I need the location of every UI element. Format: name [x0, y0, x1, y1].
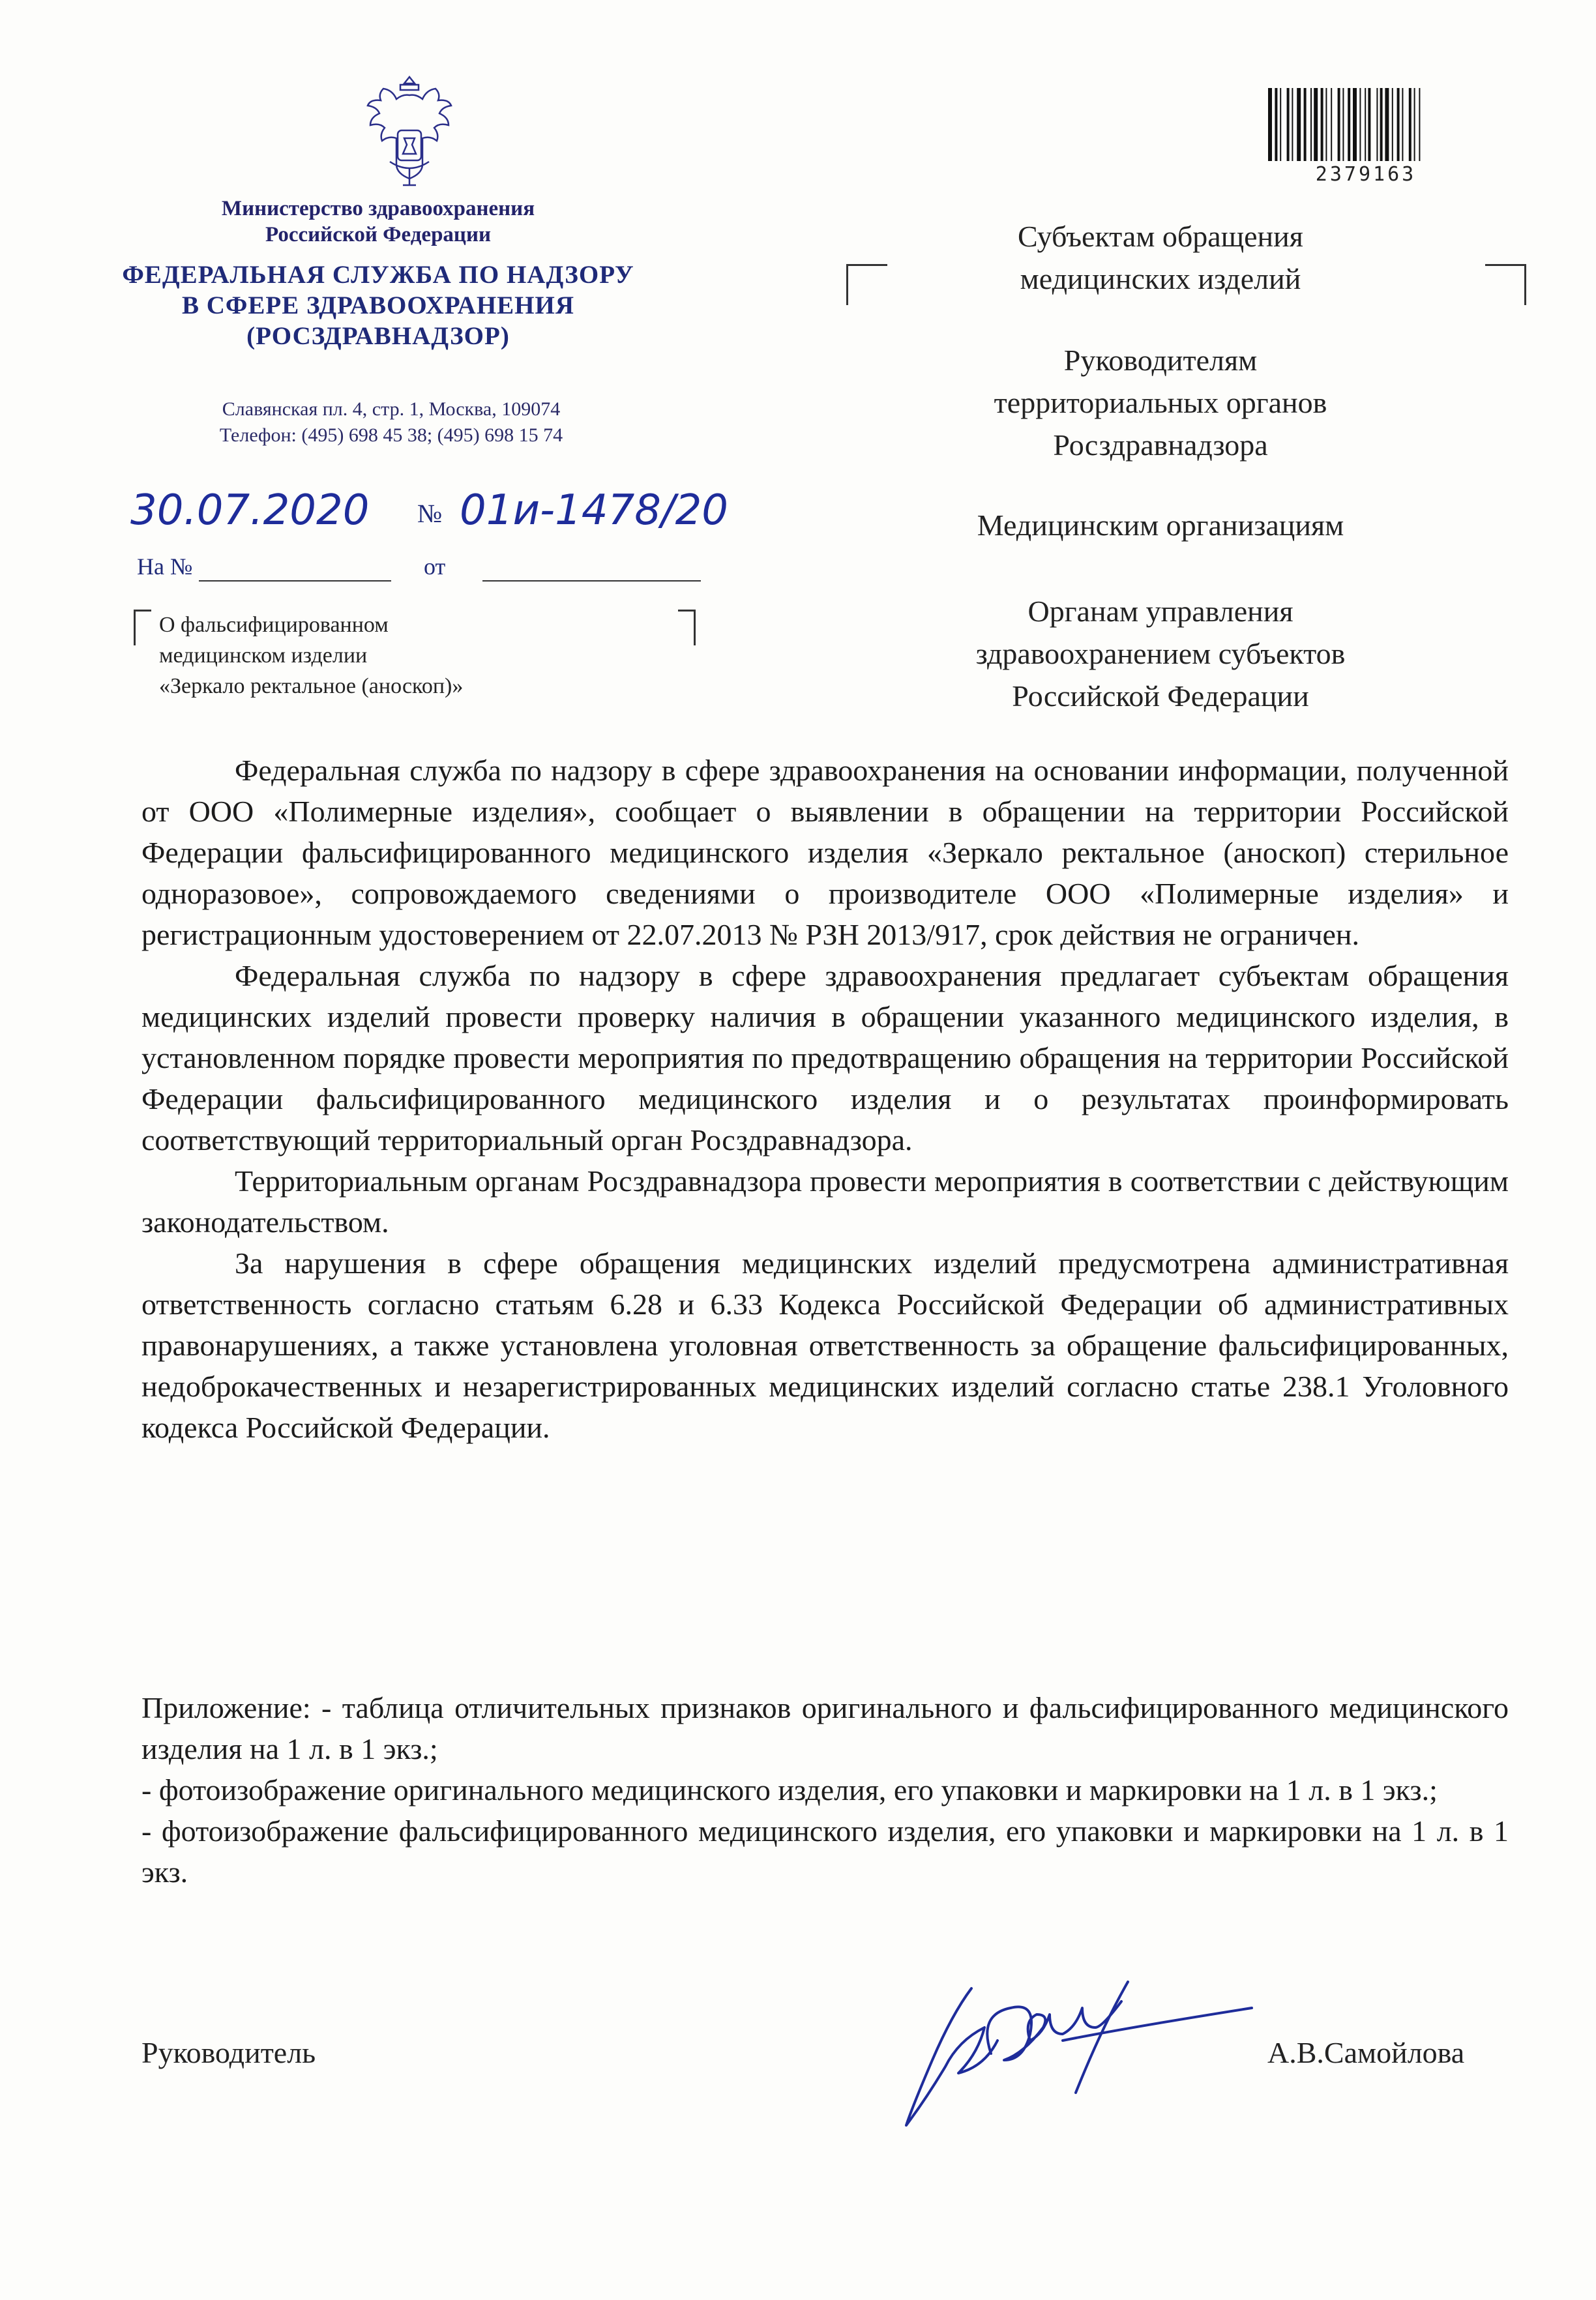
barcode-bar — [1297, 88, 1301, 161]
barcode-bar — [1268, 88, 1272, 161]
letter-body — [141, 750, 1509, 1448]
recipient-line: Медицинским организациям — [977, 509, 1344, 542]
barcode-bar — [1292, 88, 1293, 161]
barcode-bar — [1409, 88, 1411, 161]
registration-date: 30.07.2020 — [130, 486, 370, 535]
barcode-bar — [1376, 88, 1378, 161]
agency-line-2: В СФЕРЕ ЗДРАВООХРАНЕНИЯ — [181, 291, 575, 319]
recipient-block-2 — [887, 339, 1434, 466]
barcode-bar — [1287, 88, 1290, 161]
address-line-2: Телефон: (495) 698 45 38; (495) 698 15 74 — [219, 424, 563, 446]
ministry-line-1: Министерство здравоохранения — [221, 197, 535, 220]
agency-line-3: (РОСЗДРАВНАДЗОР) — [246, 322, 510, 350]
barcode-bar — [1280, 88, 1281, 161]
signatory-position: Руководитель — [141, 2036, 316, 2069]
recipient-block-1 — [887, 215, 1434, 300]
ministry-name — [156, 196, 600, 248]
ministry-line-2: Российской Федерации — [265, 223, 491, 246]
barcode-bar — [1397, 88, 1400, 161]
recipient-line: Руководителям — [1063, 344, 1258, 377]
barcode-bar — [1304, 88, 1307, 161]
recipient-line: территориальных органов — [994, 386, 1327, 419]
attachment-item-1: Приложение: - таблица отличительных признаков оригинального и фальсифицированного медицинского изделия на 1 л. в 1 экз.; — [141, 1691, 1509, 1765]
from-label: от — [424, 553, 446, 580]
body-paragraph-2: Федеральная служба по надзору в сфере здравоохранения предлагает субъектам обращения медицинских изделий провести проверку наличия в обращении указанного медицинского изделия, в установленном порядке провести мероприятия по предотвращению обращения на территории Российской Федерации фальсифицированного медицинского изделия и о результатах проинформировать соответствующий территориальный орган Росздравнадзора. — [141, 959, 1509, 1157]
barcode-bar — [1414, 88, 1415, 161]
barcode-bar — [1419, 88, 1420, 161]
registration-row — [130, 486, 848, 545]
coat-of-arms-icon — [357, 70, 462, 190]
recipient-bracket-right — [1485, 264, 1526, 305]
agency-name — [111, 259, 645, 351]
barcode-bar — [1385, 88, 1389, 161]
signature-icon — [893, 1969, 1258, 2132]
barcode-bar — [1368, 88, 1370, 161]
body-paragraph-3: Территориальным органам Росздравнадзора провести мероприятия в соответствии с действующим законодательством. — [141, 1164, 1509, 1239]
subject-line-3: «Зеркало ректальное (аноскоп)» — [159, 674, 464, 698]
reply-reference-row — [137, 553, 724, 585]
barcode-bar — [1359, 88, 1361, 161]
barcode-bar — [1380, 88, 1383, 161]
body-paragraph-1: Федеральная служба по надзору в сфере здравоохранения на основании информации, полученной от ООО «Полимерные изделия», сообщает о выявлении в обращении на территории Российской Федерации фальсифицированного медицинского изделия «Зеркало ректальное (аноскоп) стерильное одноразовое», сопровождаемого сведениями о производителе ООО «Полимерные изделия» и регистрационным удостоверением от 22.07.2013 № РЗН 2013/917, срок действия не ограничен. — [141, 754, 1509, 951]
barcode-bar — [1338, 88, 1340, 161]
barcode-bar — [1310, 88, 1312, 161]
recipient-line: Субъектам обращения — [1018, 220, 1303, 253]
signatory-name: А.В.Самойлова — [1267, 2036, 1465, 2069]
agency-address — [150, 396, 632, 449]
recipient-line: Российской Федерации — [1012, 679, 1309, 713]
barcode-bar — [1331, 88, 1332, 161]
reply-label: На № — [137, 553, 193, 580]
subject-bracket-right — [678, 610, 696, 645]
recipient-line: медицинских изделий — [1020, 262, 1301, 295]
attachment-item-2: - фотоизображение оригинального медицинского изделия, его упаковки и маркировки на 1 л. в 1 экз.; — [141, 1773, 1438, 1806]
subject-block — [159, 610, 563, 701]
barcode-bar — [1348, 88, 1350, 161]
recipient-block-4 — [887, 590, 1434, 717]
attachments — [141, 1687, 1509, 1893]
agency-line-1: ФЕДЕРАЛЬНАЯ СЛУЖБА ПО НАДЗОРУ — [122, 261, 634, 289]
barcode-bar — [1365, 88, 1366, 161]
barcode-bar — [1325, 88, 1327, 161]
recipient-line: здравоохранением субъектов — [975, 637, 1346, 670]
barcode-bar — [1402, 88, 1403, 161]
recipient-bracket-left — [846, 264, 887, 305]
recipient-line: Органам управления — [1027, 595, 1293, 628]
body-paragraph-4: За нарушения в сфере обращения медицинских изделий предусмотрена административная ответственность согласно статьям 6.28 и 6.33 Кодекса Российской Федерации об административных правонарушениях, а также установлена уголовная ответственность за обращение фальсифицированных, недоброкачественных и незарегистрированных медицинских изделий согласно статье 238.1 Уголовного кодекса Российской Федерации. — [141, 1246, 1509, 1444]
barcode-bar — [1392, 88, 1393, 161]
barcode-bar — [1342, 88, 1344, 161]
recipient-line: Росздравнадзора — [1053, 428, 1268, 462]
subject-bracket-left — [134, 610, 151, 645]
barcode-number: 2379163 — [1315, 163, 1417, 186]
barcode-bar — [1321, 88, 1323, 161]
barcode-icon — [1268, 88, 1464, 161]
address-line-1: Славянская пл. 4, стр. 1, Москва, 109074 — [222, 398, 561, 420]
registration-number: 01и-1478/20 — [460, 486, 728, 535]
barcode-bar — [1275, 88, 1277, 161]
number-sign: № — [417, 499, 443, 528]
barcode-bar — [1353, 88, 1357, 161]
subject-line-2: медицинском изделии — [159, 643, 368, 668]
subject-line-1: О фальсифицированном — [159, 613, 389, 637]
barcode-bar — [1314, 88, 1318, 161]
recipient-block-3 — [887, 504, 1434, 546]
attachment-item-3: - фотоизображение фальсифицированного медицинского изделия, его упаковки и маркировки на 1 л. в 1 экз. — [141, 1814, 1509, 1889]
